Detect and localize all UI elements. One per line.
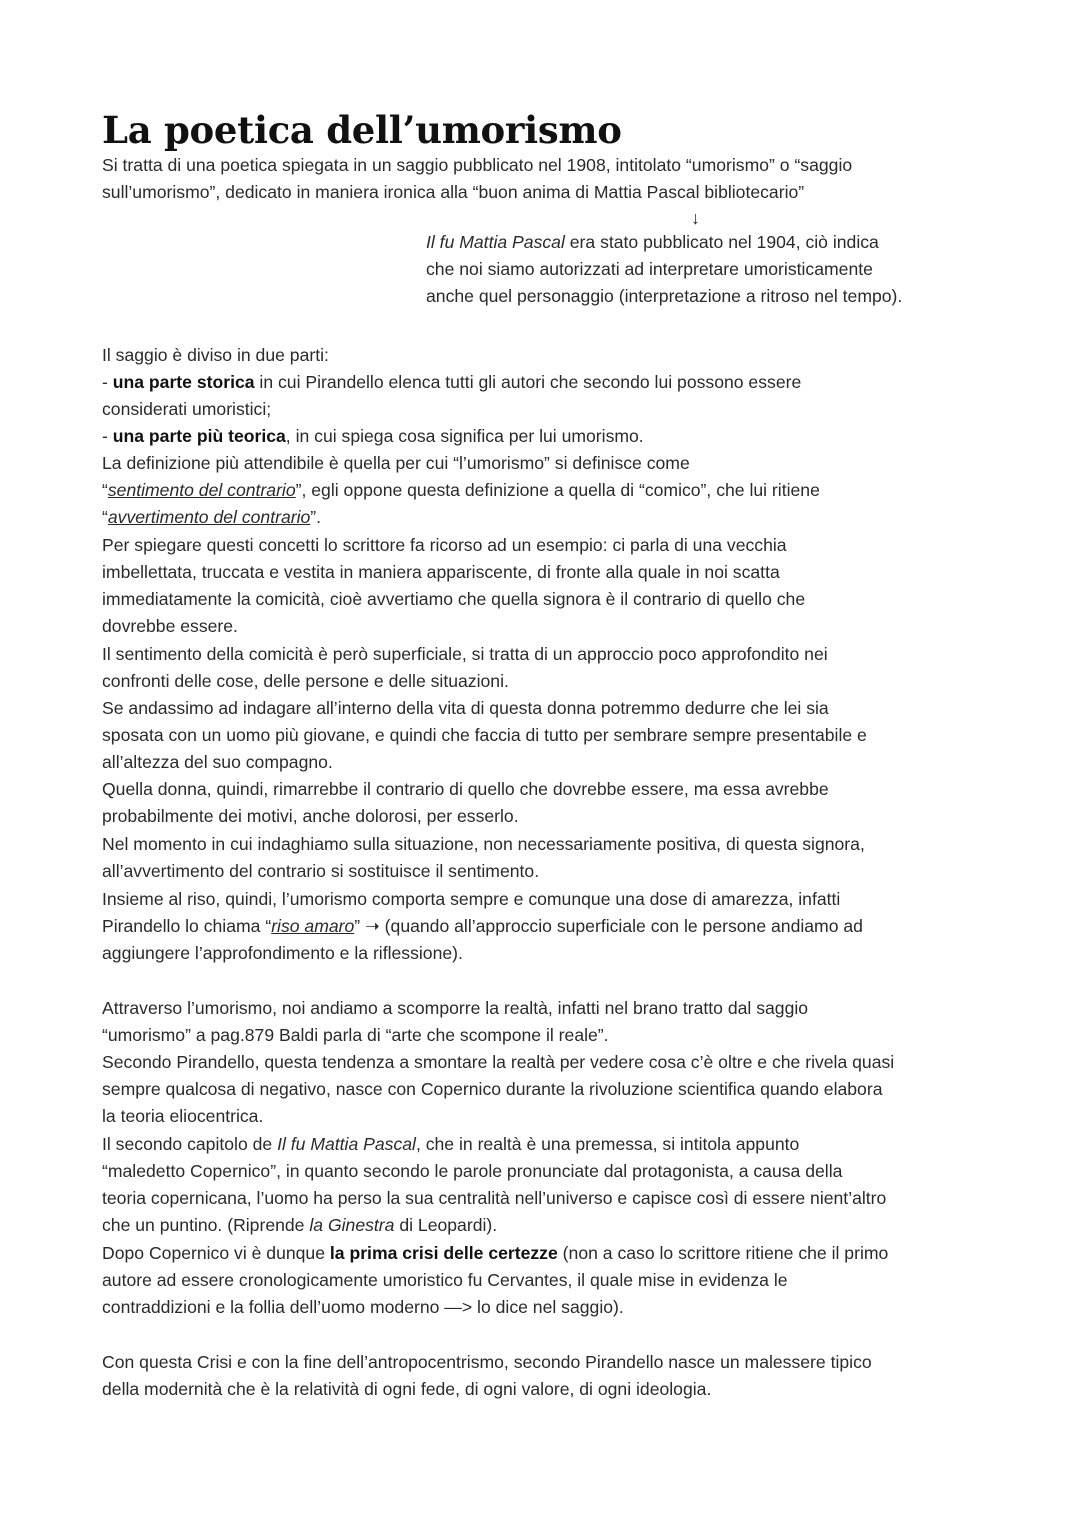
paragraph-line [102,1240,888,1267]
quote: “ [102,507,108,527]
paragraph-line: La definizione più attendibile è quella per cui “l’umorismo” si definisce come [102,453,690,473]
text: (non a caso lo scrittore ritiene che il primo [557,1243,889,1263]
paragraph-line: “umorismo” a pag.879 Baldi parla di “arte che scompone il reale”. [102,1025,609,1045]
arrow-down-icon: ↓ [691,208,700,228]
paragraph-line: Il sentimento della comicità è però superficiale, si tratta di un approccio poco approfondito nei [102,644,828,664]
text: ”, egli oppone questa definizione a quella di “comico”, che lui ritiene [295,480,820,500]
text: in cui Pirandello elenca tutti gli autori che secondo lui possono essere [254,372,802,392]
paragraph-line: all’altezza del suo compagno. [102,752,333,772]
paragraph-line: probabilmente dei motivi, anche dolorosi, per esserlo. [102,806,519,826]
paragraph-line: Secondo Pirandello, questa tendenza a smontare la realtà per vedere cosa c’è oltre e che rivela quasi [102,1052,895,1072]
text: di Leopardi). [394,1215,498,1235]
text: Dopo Copernico vi è dunque [102,1243,330,1263]
paragraph-line: sposata con un uomo più giovane, e quindi che faccia di tutto per sembrare sempre presentabile e [102,725,867,745]
paragraph-line: Per spiegare questi concetti lo scrittore fa ricorso ad un esempio: ci parla di una vecchia [102,535,787,555]
note-line [426,229,879,256]
paragraph-line: Attraverso l’umorismo, noi andiamo a scomporre la realtà, infatti nel brano tratto dal saggio [102,998,809,1018]
paragraph-line [102,369,801,396]
paragraph-line: “maledetto Copernico”, in quanto secondo le parole pronunciate dal protagonista, a causa della [102,1161,843,1181]
text: , che in realtà è una premessa, si intitola appunto [415,1134,800,1154]
paragraph-line [102,504,321,531]
bold-term: una parte storica [112,372,255,392]
text: Pirandello lo chiama “ [102,916,272,936]
paragraph-line: autore ad essere cronologicamente umoristico fu Cervantes, il quale mise in evidenza le [102,1270,788,1290]
paragraph-line: Insieme al riso, quindi, l’umorismo comporta sempre e comunque una dose di amarezza, infatti [102,889,841,909]
note-text: era stato pubblicato nel 1904, ciò indica [564,232,879,252]
dash: - [102,372,113,392]
paragraph-line: immediatamente la comicità, cioè avvertiamo che quella signora è il contrario di quello che [102,589,806,609]
paragraph-line: aggiungere l’approfondimento e la riflessione). [102,943,463,963]
paragraph-line [102,1131,799,1158]
text: che un puntino. (Riprende [102,1215,310,1235]
intro-line: sull’umorismo”, dedicato in maniera ironica alla “buon anima di Mattia Pascal bibliotecario” [102,182,805,202]
paragraph-line: Con questa Crisi e con la fine dell’antropocentrismo, secondo Pirandello nasce un malessere tipico [102,1352,872,1372]
paragraph-line [102,913,863,940]
intro-line: Si tratta di una poetica spiegata in un saggio pubblicato nel 1908, intitolato “umorismo” o “saggio [102,155,853,175]
paragraph-line: confronti delle cose, delle persone e delle situazioni. [102,671,509,691]
underlined-term: avvertimento del contrario [107,507,311,527]
paragraph-line [102,1212,497,1239]
paragraph-line: considerati umoristici; [102,399,272,419]
paragraph-line: sempre qualcosa di negativo, nasce con Copernico durante la rivoluzione scientifica quando elabora [102,1079,883,1099]
paragraph-line: contraddizioni e la follia dell’uomo moderno —> lo dice nel saggio). [102,1297,624,1317]
paragraph-line [102,477,820,504]
paragraph-line: della modernità che è la relatività di ogni fede, di ogni valore, di ogni ideologia. [102,1379,712,1399]
text: ” ➝ (quando all’approccio superficiale con le persone andiamo ad [354,916,863,936]
book-title: la Ginestra [309,1215,395,1235]
dash: - [102,426,113,446]
page-title: La poetica dell’umorismo [102,108,622,152]
note-line: anche quel personaggio (interpretazione a ritroso nel tempo). [426,286,903,306]
paragraph-line: Se andassimo ad indagare all’interno della vita di questa donna potremmo dedurre che lei sia [102,698,829,718]
paragraph-line: imbellettata, truccata e vestita in maniera appariscente, di fronte alla quale in noi scatta [102,562,780,582]
paragraph-line: la teoria eliocentrica. [102,1106,264,1126]
book-title: Il fu Mattia Pascal [426,232,565,252]
underlined-term: sentimento del contrario [107,480,296,500]
paragraph-line: Nel momento in cui indaghiamo sulla situazione, non necessariamente positiva, di questa signora, [102,834,865,854]
paragraph-line: Quella donna, quindi, rimarrebbe il contrario di quello che dovrebbe essere, ma essa avrebbe [102,779,829,799]
text: Il secondo capitolo de [102,1134,278,1154]
paragraph-line: teoria copernicana, l’uomo ha perso la sua centralità nell’universo e capisce così di essere nient’altro [102,1188,887,1208]
bold-term: la prima crisi delle certezze [329,1243,558,1263]
underlined-term: riso amaro [271,916,355,936]
note-line: che noi siamo autorizzati ad interpretare umoristicamente [426,259,873,279]
text: ”. [310,507,322,527]
paragraph-line: Il saggio è diviso in due parti: [102,345,329,365]
book-title: Il fu Mattia Pascal [277,1134,416,1154]
quote: “ [102,480,108,500]
paragraph-line [102,423,644,450]
paragraph-line: all’avvertimento del contrario si sostituisce il sentimento. [102,861,540,881]
bold-term: una parte più teorica [112,426,286,446]
text: , in cui spiega cosa significa per lui umorismo. [285,426,644,446]
paragraph-line: dovrebbe essere. [102,616,238,636]
